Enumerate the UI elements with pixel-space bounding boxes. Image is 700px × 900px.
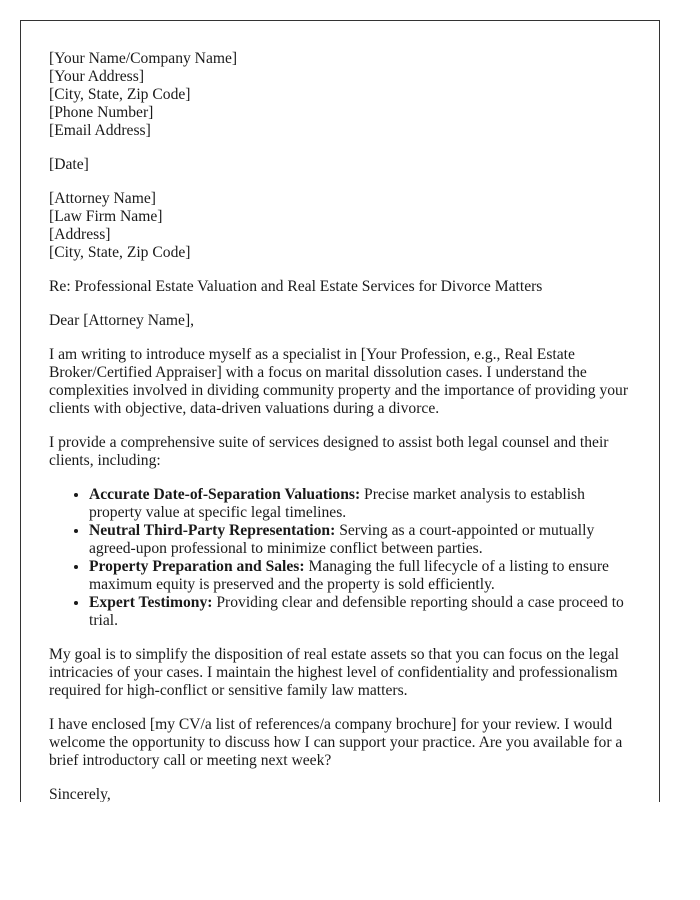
service-item — [89, 558, 629, 594]
intro-paragraph: I am writing to introduce myself as a specialist in [Your Profession, e.g., Real Estate Broker/Certified Appraiser] with a focus on marital dissolution cases. I understand the complexities involved in dividing community property and the importance of providing your clients with objective, data-driven valuations during a divorce. — [49, 346, 629, 417]
closing: Sincerely, — [49, 786, 111, 802]
service-text: Serving as a court-appointed or mutually agreed-upon professional to minimize conflict between parties. — [89, 522, 595, 557]
service-title: Accurate Date-of-Separation Valuations: — [89, 486, 361, 503]
sender-name: [Your Name/Company Name] — [49, 50, 238, 67]
sender-phone: [Phone Number] — [49, 104, 154, 121]
service-text: Managing the full lifecycle of a listing to ensure maximum equity is preserved and the property is sold efficiently. — [89, 558, 609, 593]
services-intro-paragraph: I provide a comprehensive suite of services designed to assist both legal counsel and their clients, including: — [49, 434, 609, 469]
service-title: Property Preparation and Sales: — [89, 558, 305, 575]
recipient-city-state-zip: [City, State, Zip Code] — [49, 244, 191, 261]
salutation: Dear [Attorney Name], — [49, 312, 195, 329]
service-text: Providing clear and defensible reporting should a case proceed to trial. — [89, 594, 624, 629]
service-item — [89, 486, 629, 522]
goal-paragraph: My goal is to simplify the disposition of real estate assets so that you can focus on the legal intricacies of your cases. I maintain the highest level of confidentiality and professionalism required for high-conflict or sensitive family law matters. — [49, 646, 619, 699]
sender-email: [Email Address] — [49, 122, 151, 139]
recipient-address: [Address] — [49, 226, 111, 243]
sender-address: [Your Address] — [49, 68, 145, 85]
service-item — [89, 522, 629, 558]
service-item — [89, 594, 629, 630]
letter-page — [20, 20, 660, 802]
sender-block — [49, 50, 629, 140]
services-list — [49, 486, 629, 630]
service-title: Expert Testimony: — [89, 594, 213, 611]
recipient-name: [Attorney Name] — [49, 190, 156, 207]
letter-date: [Date] — [49, 156, 89, 173]
service-title: Neutral Third-Party Representation: — [89, 522, 336, 539]
recipient-block — [49, 190, 629, 262]
sender-city-state-zip: [City, State, Zip Code] — [49, 86, 191, 103]
service-text: Precise market analysis to establish property value at specific legal timelines. — [89, 486, 585, 521]
recipient-firm: [Law Firm Name] — [49, 208, 163, 225]
letter-content — [49, 50, 629, 802]
subject-line: Re: Professional Estate Valuation and Real Estate Services for Divorce Matters — [49, 278, 543, 295]
enclosure-paragraph: I have enclosed [my CV/a list of references/a company brochure] for your review. I would welcome the opportunity to discuss how I can support your practice. Are you available for a brief introductory call or meeting next week? — [49, 716, 623, 769]
